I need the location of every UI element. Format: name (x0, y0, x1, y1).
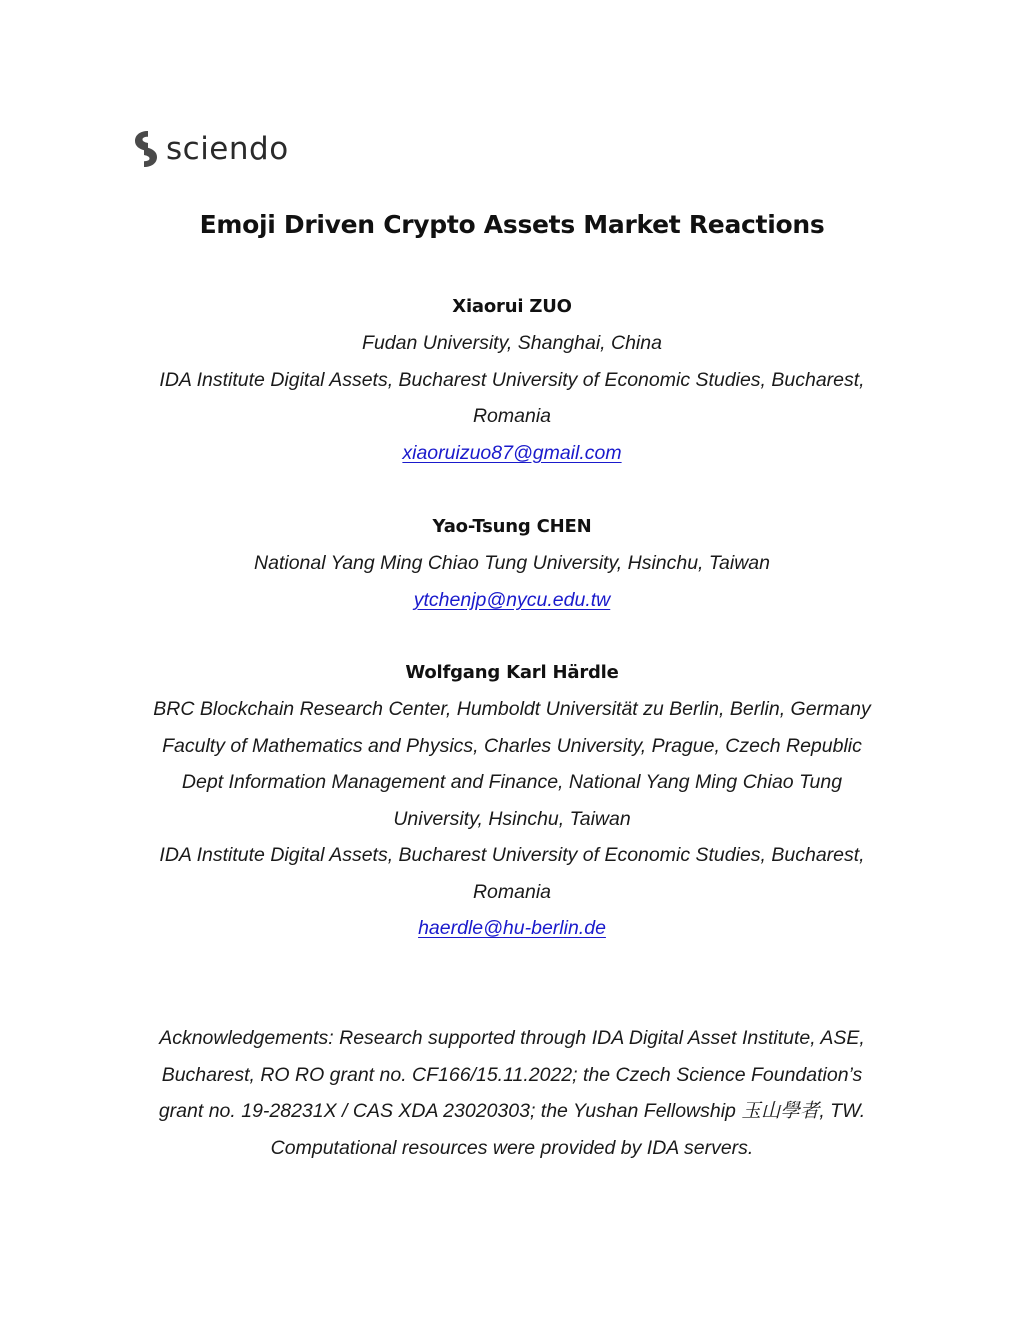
author-affiliation: Romania (472, 881, 552, 903)
author-email-link[interactable]: haerdle@hu-berlin.de (418, 917, 606, 939)
author-email-link[interactable]: xiaoruizuo87@gmail.com (402, 442, 622, 464)
author-name: Wolfgang Karl Härdle (405, 662, 619, 683)
author-affiliation: IDA Institute Digital Assets, Bucharest University of Economic Studies, Bucharest, (159, 844, 865, 866)
acknowledgements-line: grant no. 19-28231X / CAS XDA 23020303; the Yushan Fellowship 玉山學者, TW. (158, 1100, 866, 1122)
author-email-row (0, 914, 1024, 942)
brand-name: sciendo (166, 131, 289, 167)
author-email-row (0, 439, 1024, 467)
author-email-link[interactable]: ytchenjp@nycu.edu.tw (413, 589, 611, 611)
author-name: Xiaorui ZUO (452, 296, 572, 317)
author-affiliation: Dept Information Management and Finance, National Yang Ming Chiao Tung (181, 771, 843, 793)
author-affiliation: BRC Blockchain Research Center, Humboldt Universität zu Berlin, Berlin, Germany (153, 698, 871, 720)
acknowledgements-line: Computational resources were provided by IDA servers. (270, 1137, 754, 1159)
author-affiliation: Fudan University, Shanghai, China (362, 332, 662, 354)
publisher-logo (134, 130, 289, 168)
author-email-row (0, 586, 1024, 614)
acknowledgements-line: Acknowledgements: Research supported through IDA Digital Asset Institute, ASE, (159, 1027, 865, 1049)
acknowledgements-line: Bucharest, RO RO grant no. CF166/15.11.2022; the Czech Science Foundation’s (161, 1064, 863, 1086)
sciendo-logo-icon (134, 130, 158, 168)
author-name: Yao-Tsung CHEN (432, 516, 592, 537)
paper-title: Emoji Driven Crypto Assets Market Reactions (199, 210, 825, 239)
author-affiliation: Faculty of Mathematics and Physics, Charles University, Prague, Czech Republic (162, 735, 862, 757)
author-affiliation: IDA Institute Digital Assets, Bucharest University of Economic Studies, Bucharest, (159, 369, 865, 391)
author-affiliation: National Yang Ming Chiao Tung University, Hsinchu, Taiwan (254, 552, 770, 574)
author-affiliation: University, Hsinchu, Taiwan (393, 808, 631, 830)
author-affiliation: Romania (472, 405, 552, 427)
